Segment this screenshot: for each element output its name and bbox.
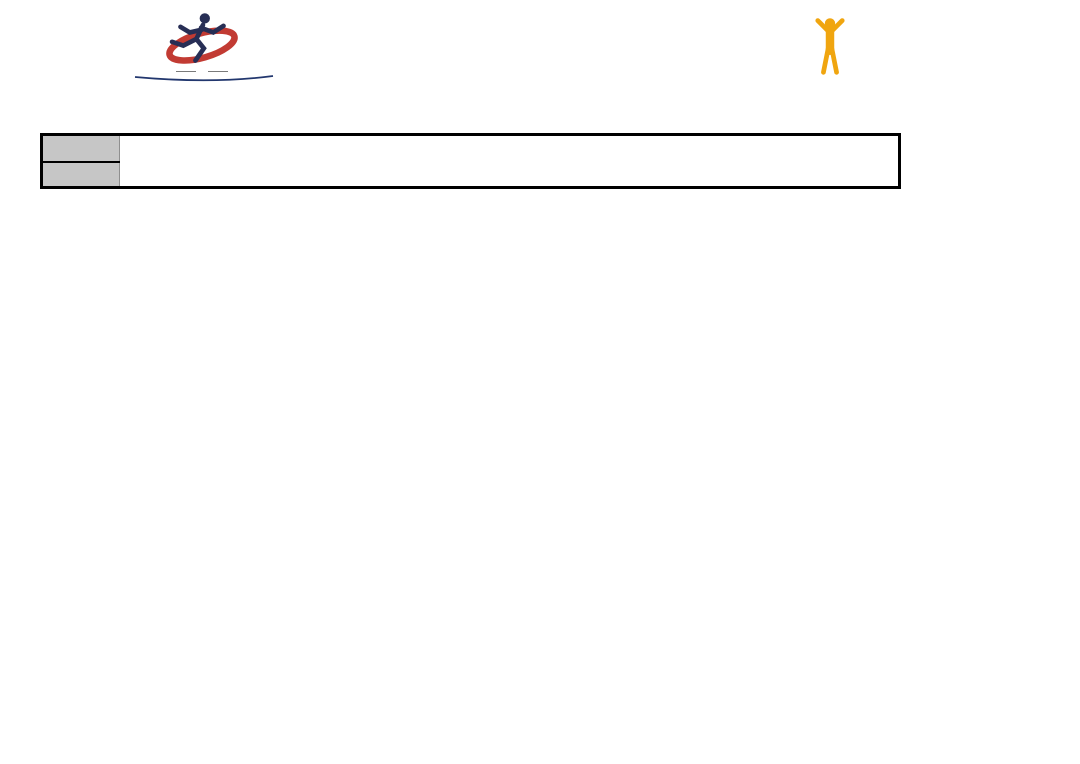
divider — [208, 71, 228, 72]
reha-logo-subtitle — [122, 71, 282, 72]
room-header-row — [42, 162, 900, 188]
tag-header — [42, 135, 120, 162]
schedule-table — [40, 133, 901, 189]
schedule-table-wrap — [40, 133, 898, 189]
divider — [176, 71, 196, 72]
day-header-row — [42, 135, 900, 162]
physio-balance-logo — [748, 10, 912, 80]
physio-figure-icon — [814, 14, 846, 78]
reha-runner-icon — [144, 10, 260, 68]
physio-wordmark — [748, 10, 912, 78]
zeit-header — [42, 162, 120, 188]
reha-swoosh-icon — [127, 75, 277, 82]
reha-logo — [122, 10, 282, 82]
